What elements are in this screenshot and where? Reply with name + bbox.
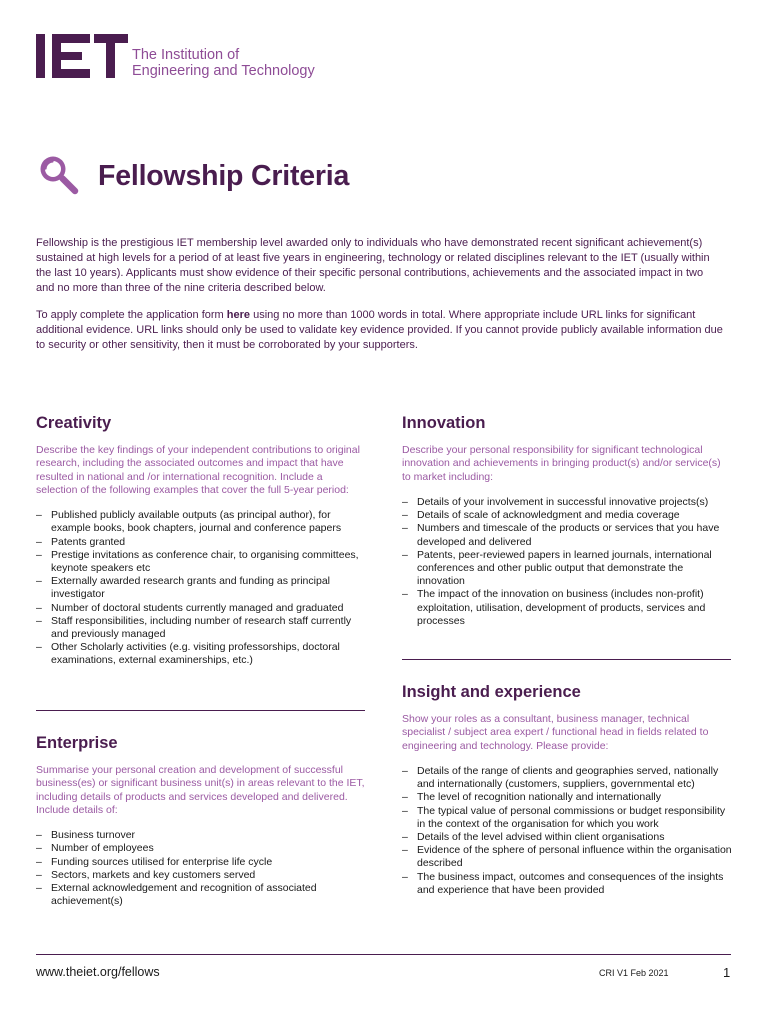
org-name [132,47,315,79]
intro-text-after: using no more than 1000 words in total. Where appropriate include URL links for significant additional evidence. URL links should only be used to validate key evidence provided. If you cannot provide publicly available information due to security or other sensitivity, then it must be corroborated by your supporters. [36,309,723,351]
intro-paragraph-1: Fellowship is the prestigious IET membership level awarded only to individuals who have demonstrated recent significant achievement(s) sustained at high levels for a period of at least five years in engineering, technology or related disciplines relevant to the IET (usually within the last 10 years). Applicants must show evidence of their specific personal contributions, achievements and the associated impact in two and no more than three of the nine criteria described below. [36,237,710,294]
list-item: – Details of scale of acknowledgment and media coverage [402,509,732,522]
page-number: 1 [723,965,731,980]
section-insight [402,683,732,897]
list-item: – Details of your involvement in successful innovative projects(s) [402,496,732,509]
title-row [36,152,349,201]
list-item: – Numbers and timescale of the products or services that you have developed and delivered [402,522,732,548]
list-item: – The impact of the innovation on business (includes non-profit) exploitation, utilisation, development of products, services and processes [402,588,732,628]
section-creativity [36,414,366,668]
org-name-line1: The Institution of [132,47,240,63]
section-description-enterprise: Summarise your personal creation and development of successful business(es) or significant business unit(s) in areas relevant to the IET, including details of products and services developed and delivered. Include details of: [36,764,365,816]
magnifying-glass-icon [36,152,80,201]
criteria-list-insight [402,765,732,897]
list-item: – The level of recognition nationally and internationally [402,791,732,804]
list-item: – Funding sources utilised for enterprise life cycle [36,856,366,869]
document-reference: CRI V1 Feb 2021 [599,968,669,978]
list-item: – Other Scholarly activities (e.g. visiting professorships, doctoral examinations, external examinerships, etc.) [36,641,366,667]
footer-url-link[interactable]: www.theiet.org/fellows [36,965,160,979]
list-item: – Staff responsibilities, including number of research staff currently and previously managed [36,615,366,641]
list-item: – Business turnover [36,829,366,842]
section-title-enterprise: Enterprise [36,734,118,752]
iet-logo [36,34,128,78]
list-item: – Patents, peer-reviewed papers in learned journals, international conferences and other public output that demonstrate the innovation [402,549,732,589]
section-description-creativity: Describe the key findings of your independent contributions to original research, including the associated outcomes and impact that have resulted in national and /or international recognition. Include a selection of the following examples that cover the full 5-year period: [36,444,360,496]
divider-left [36,710,365,711]
application-form-link[interactable]: here [226,309,251,321]
list-item: – The typical value of personal commissions or budget responsibility in the context of the organisation for which you work [402,805,732,831]
section-title-insight: Insight and experience [402,683,581,701]
list-item: – Patents granted [36,536,366,549]
intro-paragraph-2 [36,308,724,353]
list-item: – Prestige invitations as conference chair, to organising committees, keynote speakers etc [36,549,366,575]
section-description-insight: Show your roles as a consultant, business manager, technical specialist / subject area expert / functional head in fields related to engineering and technology. Please provide: [402,713,709,752]
criteria-list-enterprise [36,829,366,908]
list-item: – Sectors, markets and key customers served [36,869,366,882]
intro-text-before: To apply complete the application form [36,309,227,321]
section-innovation [402,414,732,628]
section-enterprise [36,734,366,908]
list-item: – Details of the range of clients and geographies served, nationally and internationally (customers, suppliers, governmental etc) [402,765,732,791]
org-name-line2: Engineering and Technology [132,63,315,79]
section-title-creativity: Creativity [36,414,112,432]
list-item: – Details of the level advised within client organisations [402,831,732,844]
header [36,34,315,79]
section-description-innovation: Describe your personal responsibility for significant technological innovation and achievements in bringing product(s) and/or service(s) to market including: [402,444,721,483]
list-item: – Number of employees [36,842,366,855]
footer-divider [36,954,731,955]
list-item: – External acknowledgement and recognition of associated achievement(s) [36,882,366,908]
criteria-list-creativity [36,509,366,667]
list-item: – Published publicly available outputs (as principal author), for example books, book chapters, journal and conference papers [36,509,366,535]
list-item: – Number of doctoral students currently managed and graduated [36,602,366,615]
list-item: – The business impact, outcomes and consequences of the insights and experience that have been provided [402,871,732,897]
section-title-innovation: Innovation [402,414,486,432]
criteria-list-innovation [402,496,732,628]
list-item: – Evidence of the sphere of personal influence within the organisation described [402,844,732,870]
divider-right [402,659,731,660]
list-item: – Externally awarded research grants and funding as principal investigator [36,575,366,601]
page-title: Fellowship Criteria [98,160,350,192]
